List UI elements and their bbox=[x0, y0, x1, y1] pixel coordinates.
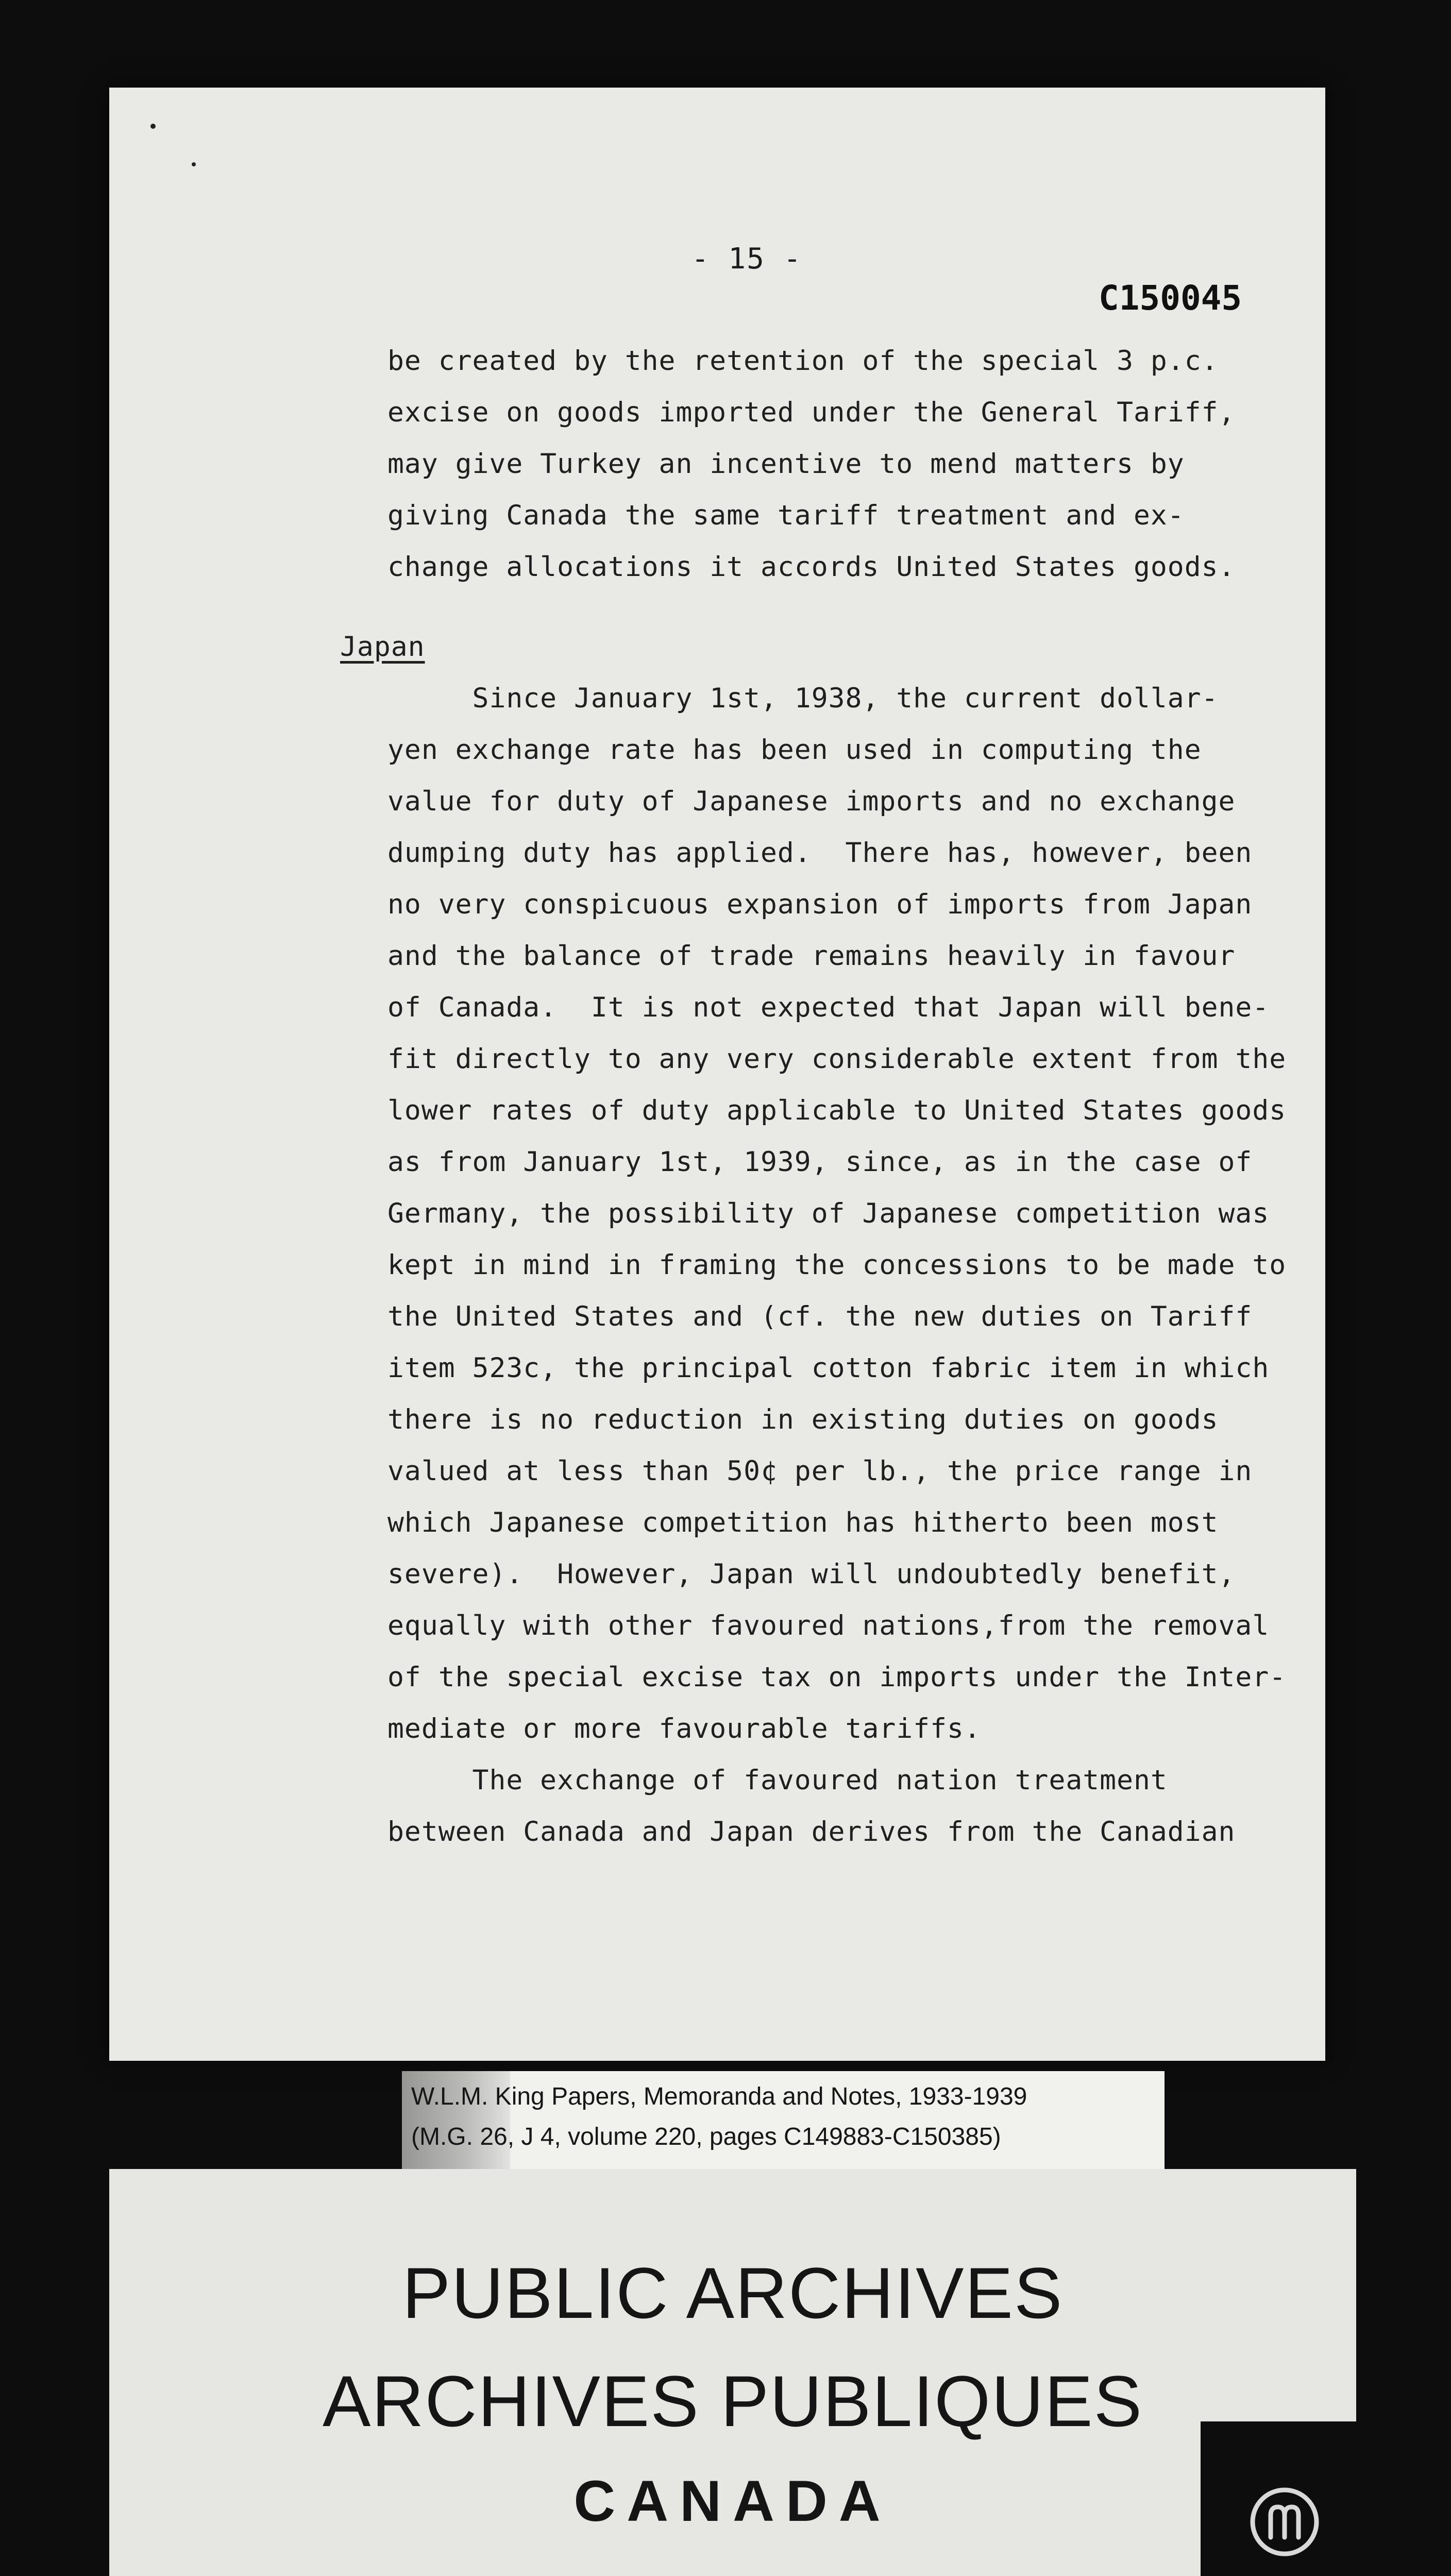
dust-speck bbox=[150, 124, 156, 129]
text-line: change allocations it accords United States goods. bbox=[387, 551, 1236, 583]
archives-country: CANADA bbox=[573, 2469, 892, 2533]
text-line: giving Canada the same tariff treatment and ex- bbox=[387, 500, 1185, 531]
text-line: Since January 1st, 1938, the current dollar- bbox=[387, 683, 1219, 714]
text-line: dumping duty has applied. There has, however, been bbox=[387, 837, 1253, 869]
text-line: fit directly to any very considerable extent from the bbox=[387, 1043, 1287, 1075]
text-line: lower rates of duty applicable to United States goods bbox=[387, 1095, 1287, 1126]
text-line: severe). However, Japan will undoubtedly benefit, bbox=[387, 1558, 1236, 1590]
text-line: there is no reduction in existing duties on goods bbox=[387, 1404, 1219, 1435]
text-line: which Japanese competition has hitherto been most bbox=[387, 1507, 1219, 1538]
archival-reference-label bbox=[402, 2071, 1165, 2169]
typewritten-page bbox=[109, 88, 1325, 2061]
page-number: - 15 - bbox=[691, 242, 802, 276]
text-line: may give Turkey an incentive to mend matters by bbox=[387, 448, 1185, 480]
text-line: no very conspicuous expansion of imports from Japan bbox=[387, 889, 1253, 920]
text-line: as from January 1st, 1939, since, as in the case of bbox=[387, 1146, 1253, 1178]
text-line: valued at less than 50¢ per lb., the price range in bbox=[387, 1455, 1253, 1487]
dust-speck bbox=[192, 162, 196, 166]
text-line: of the special excise tax on imports under the Inter- bbox=[387, 1662, 1287, 1693]
text-line: equally with other favoured nations,from the removal bbox=[387, 1610, 1270, 1641]
reference-line: (M.G. 26, J 4, volume 220, pages C149883-C150385) bbox=[411, 2123, 1001, 2150]
reference-line: W.L.M. King Papers, Memoranda and Notes, 1933-1939 bbox=[411, 2083, 1027, 2110]
archives-title-english: PUBLIC ARCHIVES bbox=[402, 2252, 1064, 2333]
public-archives-card bbox=[109, 2169, 1356, 2576]
text-line: Germany, the possibility of Japanese competition was bbox=[387, 1198, 1270, 1229]
text-line: of Canada. It is not expected that Japan will bene- bbox=[387, 992, 1270, 1023]
text-line: the United States and (cf. the new duties on Tariff bbox=[387, 1301, 1253, 1332]
text-line: kept in mind in framing the concessions to be made to bbox=[387, 1249, 1287, 1281]
scan-corner bbox=[1201, 2421, 1451, 2576]
text-line: excise on goods imported under the General Tariff, bbox=[387, 397, 1236, 428]
archives-title-french: ARCHIVES PUBLIQUES bbox=[323, 2361, 1143, 2442]
text-line: mediate or more favourable tariffs. bbox=[387, 1713, 981, 1744]
text-line: value for duty of Japanese imports and no exchange bbox=[387, 786, 1236, 817]
text-line: be created by the retention of the special 3 p.c. bbox=[387, 345, 1219, 377]
circular-archive-logo-icon bbox=[1246, 2483, 1323, 2561]
text-line: item 523c, the principal cotton fabric item in which bbox=[387, 1352, 1270, 1384]
document-id: C150045 bbox=[1099, 278, 1242, 318]
text-line: yen exchange rate has been used in computing the bbox=[387, 734, 1202, 766]
text-line: The exchange of favoured nation treatment bbox=[387, 1765, 1168, 1796]
text-line: between Canada and Japan derives from the Canadian bbox=[387, 1816, 1236, 1848]
section-heading: Japan bbox=[340, 631, 425, 663]
text-line: and the balance of trade remains heavily in favour bbox=[387, 940, 1236, 972]
